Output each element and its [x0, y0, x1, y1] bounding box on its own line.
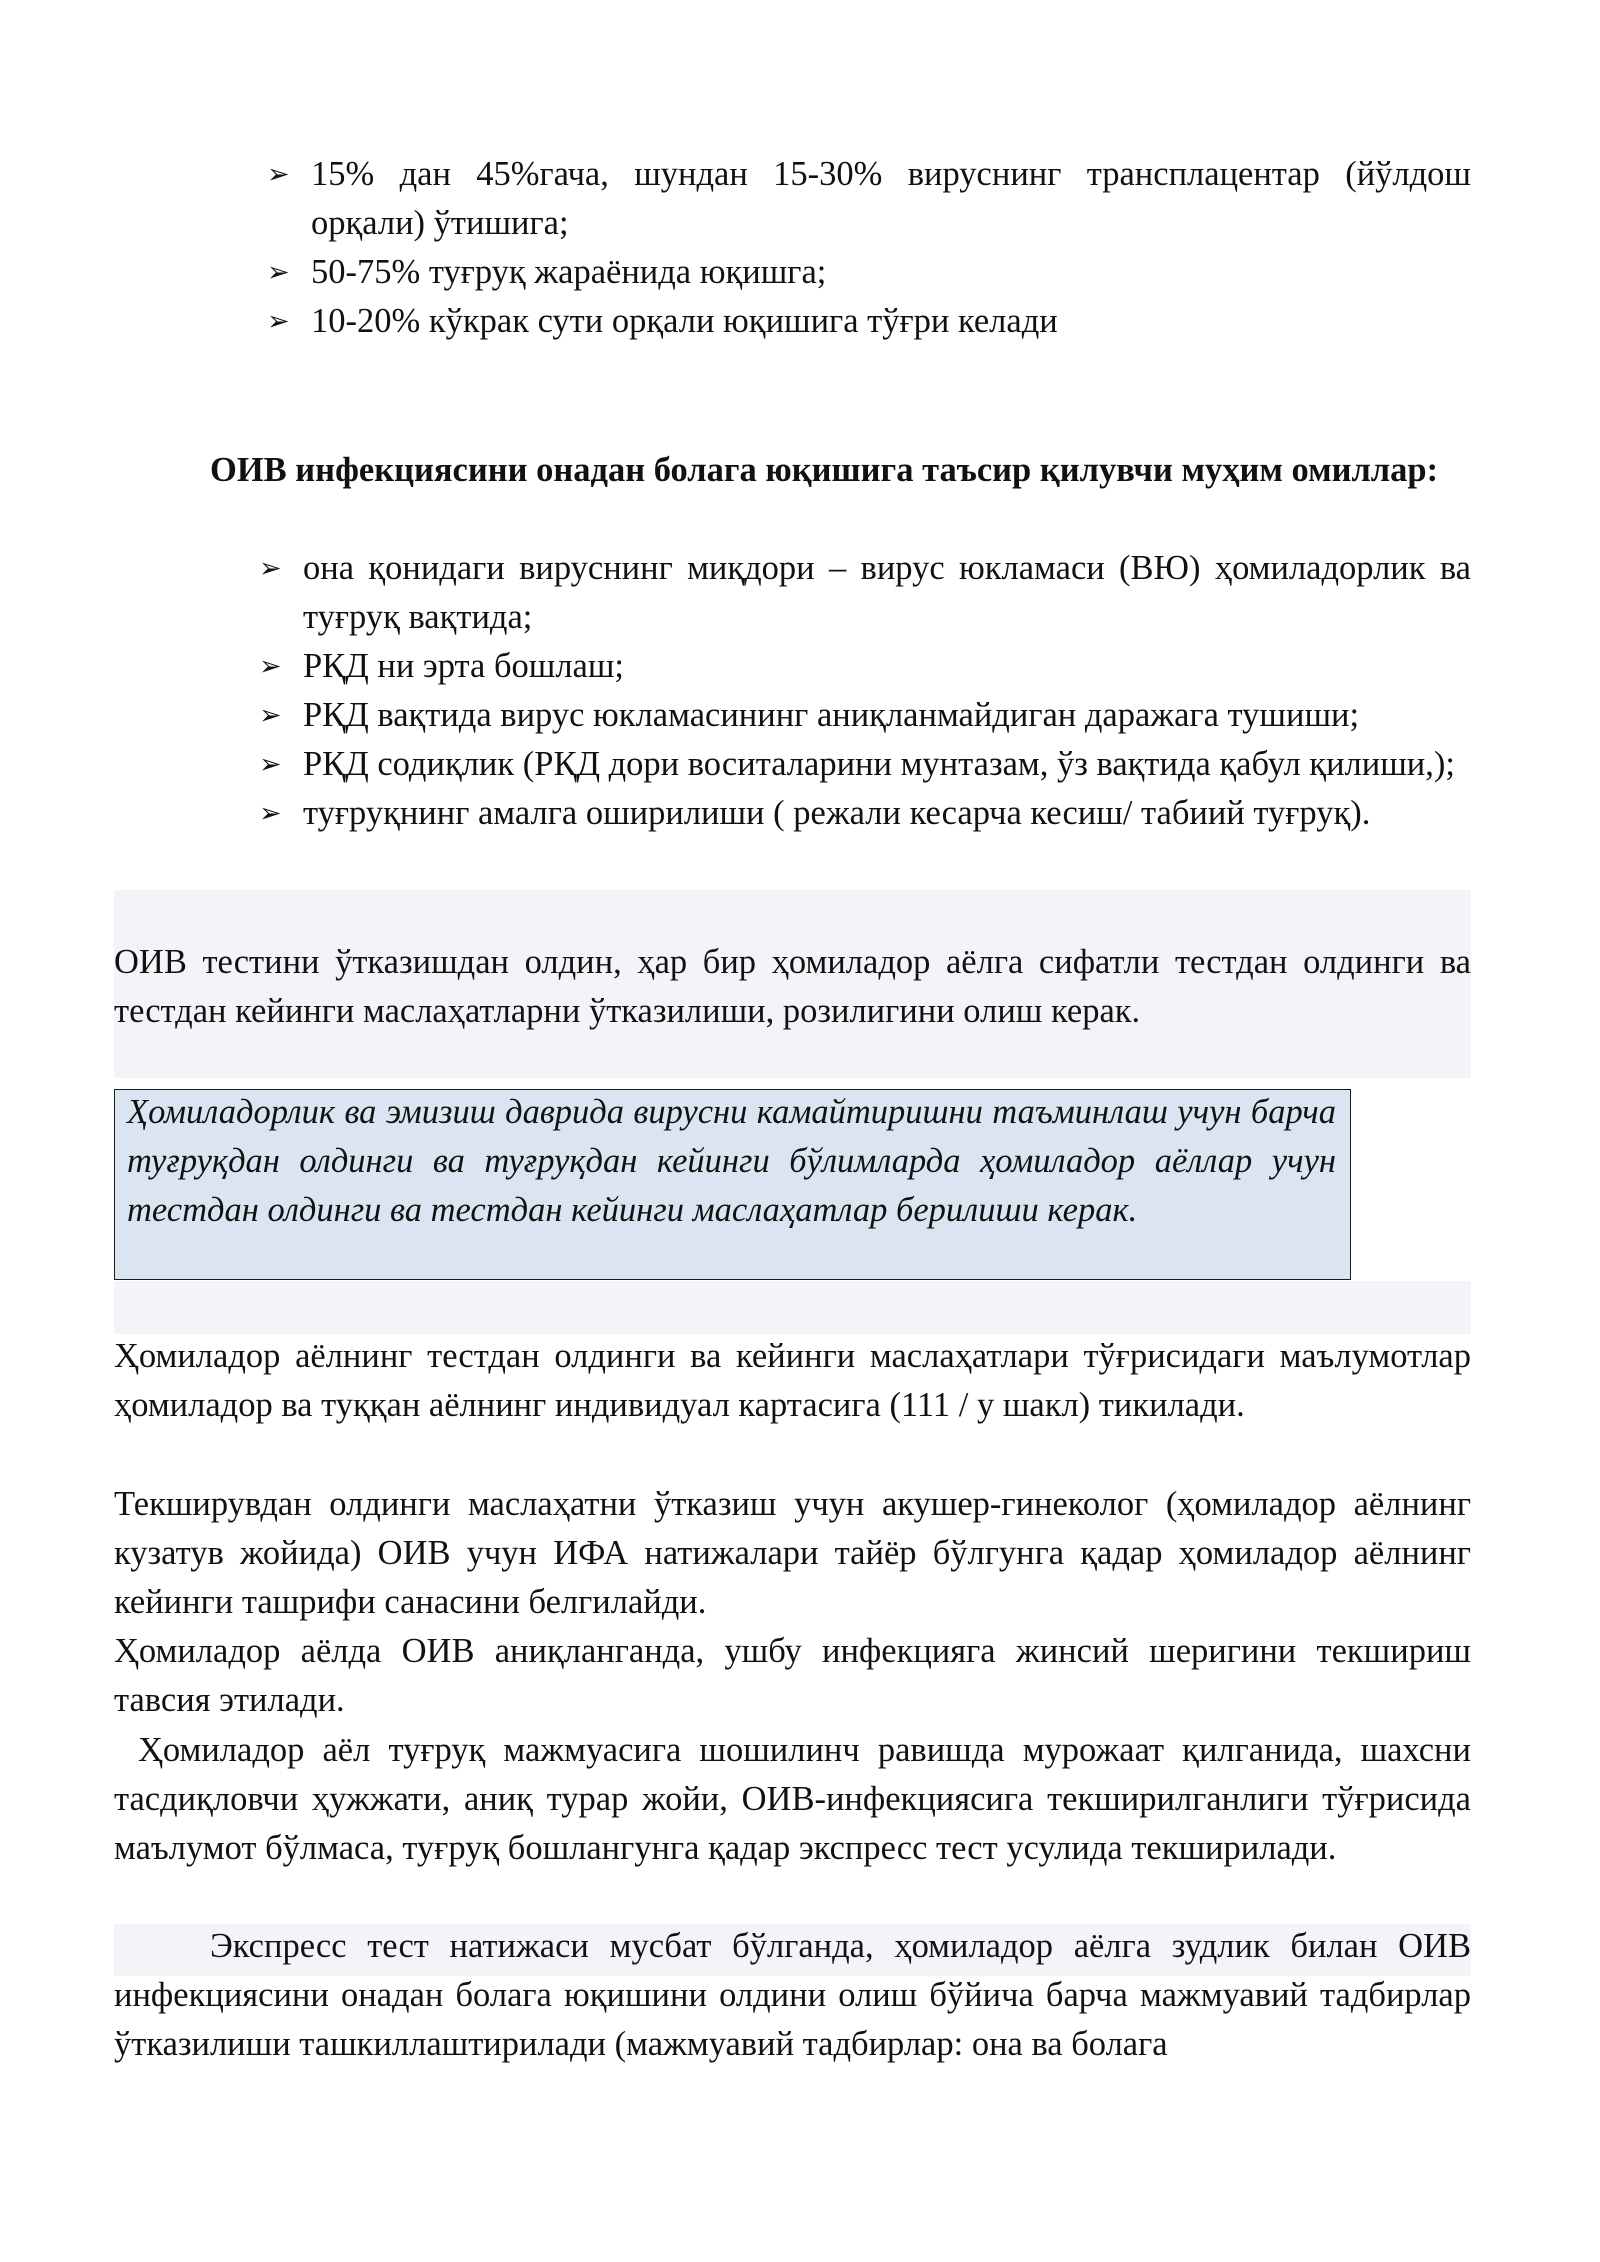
list-item-text: 10-20% кўкрак сути орқали юқишига тўғри келади — [311, 302, 1058, 340]
partner-paragraph: Ҳомиладор аёлда ОИВ аниқланганда, ушбу инфекцияга жинсий шеригини текшириш тавсия этилади. — [114, 1632, 1471, 1719]
list-item-text: 15% дан 45%гача, шундан 15-30% вируснинг трансплацентар (йўлдош орқали) ўтишига; — [311, 155, 1471, 242]
list-item — [267, 150, 1471, 248]
list-item-text: РҚД вақтида вирус юкламасининг аниқланмайдиган даражага тушиши; — [303, 696, 1360, 734]
arrowhead-bullet-icon: ➢ — [267, 159, 290, 190]
list-item — [267, 297, 1471, 346]
list-item — [267, 248, 1471, 297]
list-item — [259, 789, 1471, 838]
list-item-text: 50-75% туғруқ жараёнида юқишга; — [311, 253, 827, 291]
list-item — [259, 740, 1471, 789]
highlight-note-text: Ҳомиладорлик ва эмизиш даврида вирусни камайтиришни таъминлаш учун барча туғруқдан олдинги ва туғруқдан кейинги бўлимларда ҳомиладор аёллар учун тестдан олдинги ва тестдан кейинги маслаҳатлар берилиши керак. — [127, 1093, 1336, 1229]
arrowhead-bullet-icon: ➢ — [259, 798, 282, 829]
arrowhead-bullet-icon: ➢ — [267, 257, 290, 288]
emergency-paragraph: Ҳомиладор аёл туғруқ мажмуасига шошилинч равишда мурожаат қилганида, шахсни тасдиқловчи ҳужжати, аниқ турар жойи, ОИВ-инфекциясига текширилганлиги тўғрисида маълумот бўлмаса, туғруқ бошлангунга қадар экспресс тест усулида текширилади. — [114, 1731, 1471, 1867]
arrowhead-bullet-icon: ➢ — [259, 651, 282, 682]
express-test-paragraph: Экспресс тест натижаси мусбат бўлганда, ҳомиладор аёлга зудлик билан ОИВ инфекциясини онадан болага юқишини олдини олиш бўйича барча мажмуавий тадбирлар ўтказилиши ташкиллаштирилади (мажмуавий тадбирлар: она ва болага — [114, 1927, 1471, 2063]
pretest-paragraph: Текширувдан олдинги маслаҳатни ўтказиш учун акушер-гинеколог (ҳомиладор аёлнинг кузатув жойида) ОИВ учун ИФА натижалари тайёр бўлгунга қадар ҳомиладор аёлнинг кейинги ташрифи санасини белгилайди. — [114, 1485, 1471, 1621]
factors-list — [259, 544, 1471, 838]
list-item — [259, 691, 1471, 740]
transmission-rates-list — [267, 150, 1471, 346]
arrowhead-bullet-icon: ➢ — [259, 553, 282, 584]
list-item-text: РҚД содиқлик (РҚД дори воситаларини мунтазам, ўз вақтида қабул қилиши,); — [303, 745, 1455, 783]
list-item — [259, 544, 1471, 642]
shaded-band — [114, 1281, 1471, 1334]
list-item-text: туғруқнинг амалга оширилиши ( режали кесарча кесиш/ табиий туғруқ). — [303, 794, 1371, 832]
testing-paragraph: ОИВ тестини ўтказишдан олдин, ҳар бир ҳомиладор аёлга сифатли тестдан олдинги ва тестдан кейинги маслаҳатларни ўтказилиши, розилигини олиш керак. — [114, 943, 1471, 1030]
arrowhead-bullet-icon: ➢ — [259, 700, 282, 731]
arrowhead-bullet-icon: ➢ — [259, 749, 282, 780]
list-item-text: она қонидаги вируснинг миқдори – вирус юкламаси (ВЮ) ҳомиладорлик ва туғруқ вақтида; — [303, 549, 1471, 636]
list-item-text: РҚД ни эрта бошлаш; — [303, 647, 624, 685]
factors-heading: ОИВ инфекциясини онадан болага юқишига таъсир қилувчи муҳим омиллар: — [210, 451, 1439, 489]
records-paragraph: Ҳомиладор аёлнинг тестдан олдинги ва кейинги маслаҳатлари тўғрисидаги маълумотлар ҳомиладор ва туққан аёлнинг индивидуал картасига (111 / у шакл) тикилади. — [114, 1337, 1471, 1424]
arrowhead-bullet-icon: ➢ — [267, 306, 290, 337]
list-item — [259, 642, 1471, 691]
